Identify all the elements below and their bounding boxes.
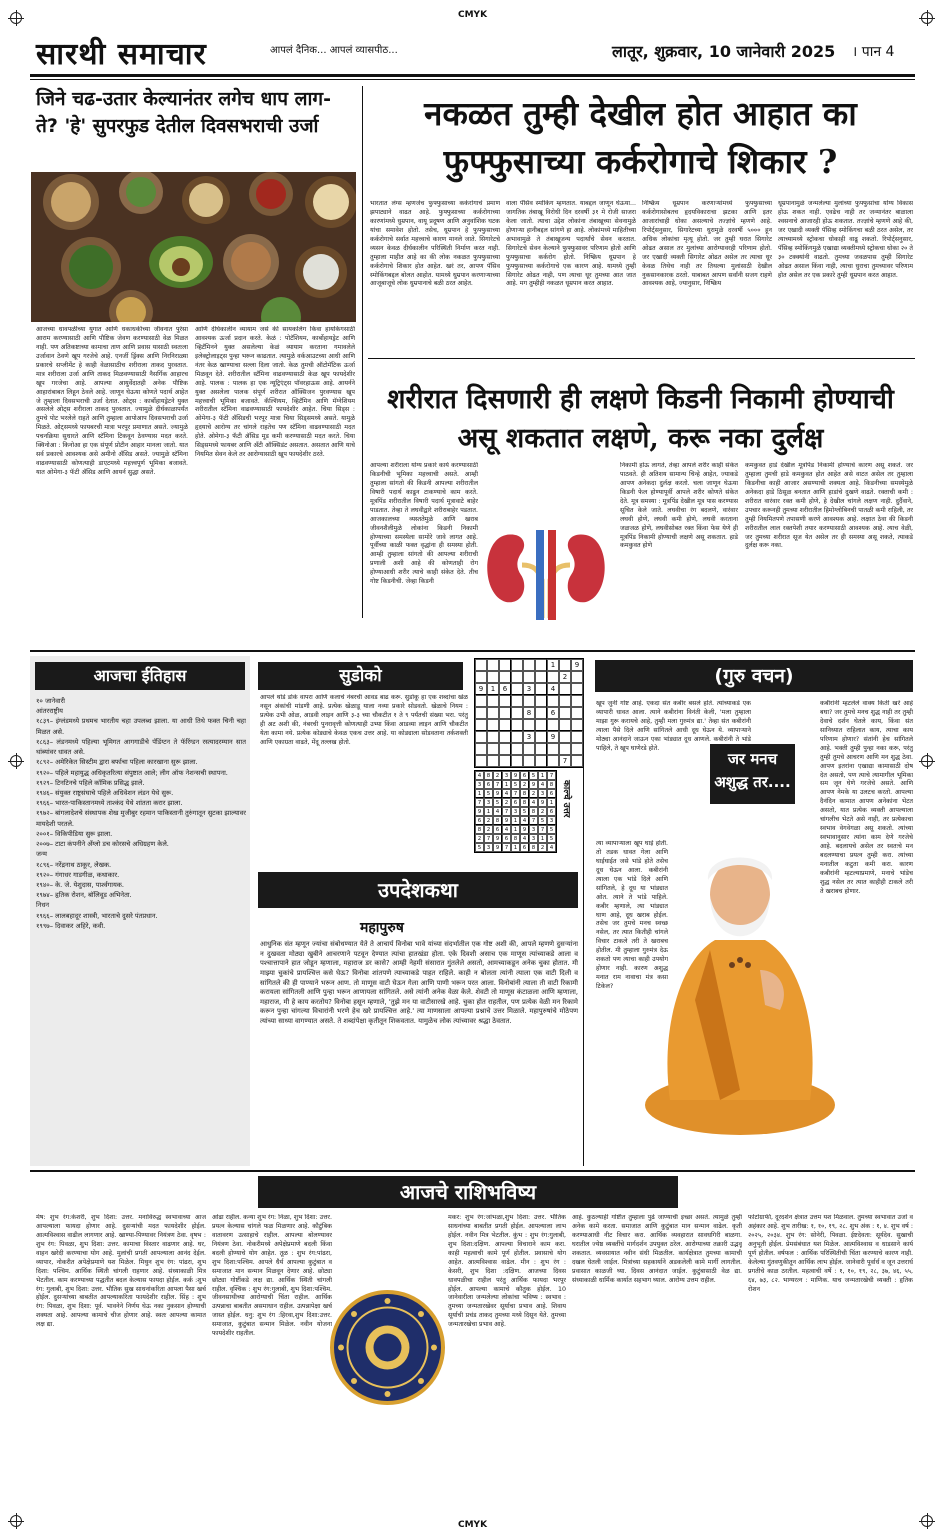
sudoku-cell[interactable]: 6 xyxy=(547,707,559,719)
sudoku-cell[interactable] xyxy=(475,743,487,755)
solution-cell: 2 xyxy=(484,825,493,834)
sudoku-cell[interactable]: 6 xyxy=(499,683,511,695)
solution-cell: 9 xyxy=(493,834,502,843)
sudoku-cell[interactable]: 9 xyxy=(547,731,559,743)
sudoku-cell[interactable] xyxy=(499,707,511,719)
story-body: आधुनिक संत म्हणून ज्यांचा संबोधण्यात येते ते आचार्य विनोबा भावे यांच्या संदर्भातील एक गोष्ट अशी की, आपले म्हणणे दुसऱ्यांना न दुखवता मोठ्या खुबीने आचरणाने पटवून देण्यात त्यांचा हातखंडा होता. एके दिवशी असाच एक माणूस त्यांच्याकडे आला व पश्चात्तापाने हात जोडून म्हणाला, महाराज डर कासे? आम्ही नेहमी संसारात गुंतलेले असतो, आमच्याकडून अनेक चुका होतात. मी माझ्या चुकांचे प्रायश्चित्त कसे घेऊ? विनोबा शांतपणे त्याच्याकडे पाहत राहिले. काही न बोलता त्यांनी त्याला एक वाटी दिली व सांगितले की ही पाण्याने भरून आण. तो माणूस वाटी घेऊन गेला आणि पाणी भरून परत आला. विनोबांनी त्याला ती वाटी रिकामी करायला सांगितली आणि पुन्हा भरून आणायला सांगितले. असे त्यांनी अनेक वेळा केले. शेवटी तो माणूस कंटाळला आणि म्हणाला, महाराज, मी हे काय करतोय? विनोबा हसून म्हणाले, 'तुझे मन या वाटीसारखे आहे. चुका होत राहतील, पण प्रत्येक वेळी मन रिकामे करून पुन्हा चांगल्या विचारांनी भरणे हेच खरे प्रायश्चित्त आहे.' त्या माणसाला आपल्या प्रश्नाचे उत्तर मिळाले. महापुरुषांचे मोठेपण त्यांच्या साध्या वागण्यात असते. ते शब्दांपेक्षा कृतीतून शिकवतात. यामुळेच लोक त्यांच्यावर श्रद्धा ठेवतात. xyxy=(260,940,578,1026)
sudoku-cell[interactable] xyxy=(523,659,535,671)
sudoku-cell[interactable] xyxy=(487,719,499,731)
superfood-col-2: आणि दीर्घकालीन व्यायाम जसे की सायकलिंग किंवा हायकिंगसाठी आवश्यक ऊर्जा प्रदान करते. केळं : पोटॅशियम, कार्बोहायड्रेट आणि व्हिटॅमिनने युक्त असलेल्या केळं व्यायाम करताना गमावलेले इलेक्ट्रोलाइट्स पुन्हा भरून काढतात. त्यामुळे वर्कआउटच्या आधी आणि नंतर केळ खाण्याचा सल्ला दिला जातो. केळ तुमची ऑटोमॅटिक ऊर्जा मिळवून देते. शरीरातील स्टॅमिना वाढवण्यासाठी केळ खूप फायदेशीर आहे. पालक : पालक हा एक न्यूट्रिएंट्स पॉवरहाऊस आहे. आयर्नने युक्त असलेला पालक संपूर्ण शरीरात ऑक्सिजन पुरवण्यास खूप महत्त्वाची भूमिका बजावते. कॅल्शियम, व्हिटॅमिन आणि मॅग्नेशियम शरीरातील स्टॅमिना वाढवण्यासाठी फायदेशीर आहेत. चिया सिड्स : ओमेगा-३ फॅटी ॲसिडची भरपूर मात्रा चिया सिड्समध्ये असते. यामुळे हृदयाचे आरोग्य तर चांगले राहतेच पण स्टॅमिना वाढवण्यासाठी मदत होते. ओमेगा-३ फॅटी ॲसिड मूड कमी करण्यासाठी मदत करते. चिया सिड्समध्ये फायबर आणि अँटी ऑक्सिडंट असतात. असतात आणि याचे नियमित सेवन केले तर आरोग्यासाठी खूप फायदेशीर ठरते. xyxy=(195,326,355,459)
superfood-col-1: आजच्या धावपळीच्या युगात आणि धकाधकीच्या जीवनात पुरेसा आराम करण्यासाठी आणि पौष्टिक जेवण करण्यासाठी वेळ मिळत नाही. पण अतिकष्टाच्या कामाचा ताण आणि प्रवास यासाठी स्वतःला उर्जावान ठेवणे खूप गरजेचे आहे. एनर्जी ड्रिंक्स आणि निरनिराळ्या प्रकारचे सप्लीमेंट हे काही वेळासाठीच शरीराला ताकद पुरवतात. मात्र शरीराला उर्जा आणि ताकद मिळवण्यासाठी नैसर्गिक आहारच खूप गरजेचा आहे. आपल्या आयुर्वेदातही अनेक पौष्टिक आहारांबाबत लिहून ठेवले आहे. जाणून घेऊया कोणते पदार्थ आहेत जे तुम्हाला दिवसभराची उर्जा देतात. ओट्स : कार्बोहायड्रेटने युक्त असलेले ओट्स शरीराला ताकद पुरवतात. ज्यामुळे दीर्घकाळापर्यंत तुमचे पोट भरलेले राहते आणि तुम्हाला आपोआप दिवसभराची उर्जा मिळते. ओट्समध्ये फायबरची मात्रा भरपूर प्रमाणात असते. ज्यामुळे पचनक्रिया सुधारते आणि स्टॅमिना टिकवून ठेवण्यास मदत करते. क्विनोआ : किनोआ हा एक संपूर्ण प्रोटीन आहार मानला जातो. यात सर्व प्रकारचे आवश्यक असे अमीनो ॲसिड असते. ज्यामुळे स्टॅमिना वाढवण्यासाठी कोणत्याही डाएटमध्ये महत्त्वपूर्ण भूमिका बजावते. यात ओमेगा-३ फॅटी ॲसिड आणि आयर्न सुद्धा असते. xyxy=(36,326,188,476)
solution-cell: 2 xyxy=(520,780,529,789)
sudoku-cell[interactable] xyxy=(511,731,523,743)
solution-cell: 9 xyxy=(475,807,484,816)
solution-cell: 5 xyxy=(475,843,484,852)
kidney-col-3: कमकुवत हाडे देखील मूत्रपिंड निकामी होण्याचे कारण असू शकते. जर तुम्हाला तुमची हाडे कमकुवत होत आहेत असे वाटत असेल तर तुम्हाला किडनीचा काही आजार असण्याची शक्यता आहे. किडनीच्या समस्येमुळे अनेकदा हाडे ठिसूळ बनतात आणि हाडांचे दुखणे वाढते. रक्ताची कमी : शरीरात वारंवार रक्त कमी होणे, हे देखील चांगले लक्षण नाही. दुर्दैवाने, उपचार करूनही तुमच्या शरीरातील हिमोग्लोबिनची पातळी कमी राहिली, तर तुम्ही नियमितपणे तपासणी करणे आवश्यक आहे. लक्षात ठेवा की किडनी शरीरातील लाल रक्तपेशी तयार करण्यासाठी आवश्यक आहे. त्याच वेळी, जर तुमच्या शरीरात सूज येत असेल तर ही समस्या असू शकते, त्याकडे दुर्लक्ष करू नका. xyxy=(745,462,913,550)
solution-cell: 2 xyxy=(493,771,502,780)
solution-cell: 7 xyxy=(529,816,538,825)
solution-cell: 2 xyxy=(538,843,547,852)
column-divider xyxy=(362,86,363,618)
sudoku-cell[interactable] xyxy=(511,707,523,719)
solution-cell: 9 xyxy=(502,816,511,825)
sudoku-cell[interactable] xyxy=(535,671,547,683)
lung-col-3: निष्क्रिय धूम्रपान करणाऱ्यांमध्ये फुफ्फुसाच्या कर्करोगासोबतच हृदयविकाराचा झटका आणि इतर आजारांचाही धोका असल्याचे तज्ज्ञांचे म्हणणे आहे. रिपोर्ट्सनुसार, सिगारेटच्या धुरामुळे दरवर्षी ५००० हून अधिक लोकांचा मृत्यू होतो. जर तुम्ही घरात सिगारेट ओढत असाल तर मुलांच्या आरोग्यावरही परिणाम होतो. जर एखादी व्यक्ती सिगारेट ओढत असेल तर त्याचा धूर केवळ तिथेच नाही तर तिथल्या मुलांसाठी देखील नुकसानकारक ठरतो. याबाबत आपण सर्वांनी सजग राहणे आवश्यक आहे, ज्यानुसार, निष्क्रिय xyxy=(642,200,772,288)
sudoku-cell[interactable] xyxy=(571,743,583,755)
sudoku-cell[interactable] xyxy=(499,755,511,767)
sudoku-cell[interactable] xyxy=(523,719,535,731)
sudoku-cell[interactable] xyxy=(511,671,523,683)
sudoku-cell[interactable] xyxy=(511,755,523,767)
solution-cell: 8 xyxy=(547,780,556,789)
sudoku-cell[interactable] xyxy=(499,719,511,731)
solution-cell: 8 xyxy=(484,771,493,780)
sudoku-cell[interactable] xyxy=(475,719,487,731)
solution-cell: 2 xyxy=(538,807,547,816)
solution-cell: 6 xyxy=(493,825,502,834)
sudoku-cell[interactable] xyxy=(535,719,547,731)
masthead-date: लातूर, शुक्रवार, 10 जानेवारी 2025 xyxy=(612,42,836,61)
solution-cell: 3 xyxy=(502,771,511,780)
guru-body-top: खूप जुनी गोष्ट आहे. एकदा संत कबीर बसले होते. त्यांच्याकडे एक व्यापारी धावत आला. त्याने कबीरांना विनंती केली, 'मला तुम्हाला माझा गुरू करायचे आहे, तुम्ही मला गुरुमंत्र द्या.' तेव्हा संत कबीरांनी त्याला पैसे दिले आणि सांगितले आधी दूध घेऊन ये. व्यापाऱ्याने मोठ्या आनंदाने जाऊन एका भांड्यात दूध आणले. कबीरांनी ते भांडे पाहिले, ते खूप घाणेरडे होते. xyxy=(596,700,751,752)
solution-cell: 4 xyxy=(520,834,529,843)
sudoku-cell[interactable]: 9 xyxy=(475,683,487,695)
zodiac-icon xyxy=(334,1294,441,1401)
solution-cell: 8 xyxy=(493,816,502,825)
sudoku-cell[interactable] xyxy=(559,731,571,743)
solution-cell: 5 xyxy=(511,780,520,789)
solution-cell: 8 xyxy=(520,789,529,798)
registration-mark xyxy=(10,1515,22,1527)
sudoku-cell[interactable] xyxy=(571,683,583,695)
solution-cell: 1 xyxy=(475,789,484,798)
sudoku-cell[interactable] xyxy=(487,743,499,755)
zodiac-wheel xyxy=(330,1290,445,1405)
solution-cell: 3 xyxy=(484,843,493,852)
sudoku-cell[interactable] xyxy=(571,671,583,683)
solution-cell: 5 xyxy=(520,807,529,816)
registration-mark xyxy=(10,12,22,24)
sudoku-cell[interactable] xyxy=(523,671,535,683)
solution-cell: 7 xyxy=(547,771,556,780)
solution-cell: 3 xyxy=(538,789,547,798)
kidney-headline: शरीरात दिसणारी ही लक्षणे किडनी निकामी होण्याची असू शकतात लक्षणे, करू नका दुर्लक्ष xyxy=(387,384,894,455)
solution-cell: 8 xyxy=(511,834,520,843)
guru-body-right: कबीरांनी म्हटलेले वाक्य किती खरे आहे बघा? जर तुमचे मनच शुद्ध नाही तर तुम्ही देवाचे दर्शन घेतले काय, किंवा संत सानिध्यात राहिलात काय, त्याचा काय परिणाम होणार? संतांनी हेच सांगितले आहे. भक्ती तुम्ही पुन्हा नका करू, परंतु तुम्ही तुमचे आचरण आणि मन शुद्ध ठेवा. आपण इतरांना एखाद्या कामासाठी दोष देत असतो, पण त्याचे त्यामागील भूमिका सम जून घेणे गरजेचे असते. आणि आपण नेमके या उलटच करतो. आपल्या दैनंदिन कामात आपण अनेकांना भेटत असतो, यात प्रत्येक व्यक्ती आपल्याला चांगलीच भेटते असे नाही, तर प्रत्येकाचा स्वभाव वेगवेगळा असू शकतो. त्यांच्या स्वभावानुसार त्यांना काम देणे गरजेचे आहे. बदलायचे असेल तर स्वतःचे मन बदलण्याचा प्रयत्न तुम्ही करा. त्यांच्या मनातील कटुता कमी करा. कारण कबीरांनी म्हटल्याप्रमाणे, मनाचे भांडेच शुद्ध नसेल तर त्यात काहीही टाकले तरी ते खराबच होणार. xyxy=(820,700,913,895)
sudoku-cell[interactable] xyxy=(535,743,547,755)
solution-cell: 6 xyxy=(547,807,556,816)
superfood-headline: जिने चढ-उतार केल्यानंतर लगेच धाप लाग- ते? 'हे' सुपरफुड देतील दिवसभराची उर्जा xyxy=(36,88,332,137)
solution-cell: 8 xyxy=(529,843,538,852)
sudoku-cell[interactable] xyxy=(535,755,547,767)
solution-cell: 6 xyxy=(547,789,556,798)
solution-cell: 6 xyxy=(511,798,520,807)
solution-cell: 4 xyxy=(493,807,502,816)
story-section-title: उपदेशकथा xyxy=(258,872,578,908)
history-body: १० जानेवारी आंतरराष्ट्रीय १८३९– इंग्लंडमध्ये प्रथमच भारतीय चहा उपलब्ध झाला. या आधी तिथे फक्त चिनी चहा मिळत असे. १८६३– लंडनमध्ये पहिल्या भूमिगत आगगाडीचे पॅडिंग्टन ते फॅरिंग्डन रस्त्यादरम्यान सात थांब्यांवर धावत असे. १८९२– अमेरिकेत सिस्टीम द्वारा बर्फाचा पहिला कारखाना सुरू झाला. १९२०– पहिले महायुद्ध अधिकृतरित्या संपुष्टात आले; लीग ऑफ नेशन्सची स्थापना. १९२९– टिनटिनचे पहिले कॉमिक प्रसिद्ध झाले. १९४६– संयुक्त राष्ट्रसंघाचे पहिले अधिवेशन लंडन येथे सुरू. १९६६– भारत-पाकिस्तानमध्ये ताश्कंद येथे शांतता करार झाला. १९७२– बांगलादेशचे संस्थापक शेख मुजीबुर रहमान पाकिस्तानी तुरुंगातून सुटका झाल्यावर मायदेशी परतले. २००१– विकिपीडिया सुरू झाला. २००७– टाटा कंपनीने अँग्लो डच कोरसचे अधिग्रहण केले. जन्म १८९६– नरेंद्रनाथ ठाकूर, लेखक. १९२०– गंगाधर गाडगीळ, कथाकार. १९४०– के. जे. येशुदास, पार्श्वगायक. १९७४– हृतिक रोशन, बॉलिवूड अभिनेता. निधन १९६६– लालबहादूर शास्त्री, भारताचे दुसरे पंतप्रधान. १९९७– दिवाकर अहिरे, कवी. xyxy=(36,697,246,930)
solution-cell: 9 xyxy=(520,825,529,834)
horoscope-title: आजचे राशिभविष्य xyxy=(258,1176,678,1208)
solution-cell: 2 xyxy=(475,834,484,843)
kidney-col-2: निकामी होऊ लागते, तेव्हा आपले शरीर काही संकेत पाठवते. ही अतिशय सामान्य चिन्हे आहेत, ज्याकडे आपण अनेकदा दुर्लक्ष करतो. चला जाणून घेऊया किडनी फेल होण्यापूर्वी आपले शरीर कोणते संकेत देते. मूत्र समस्या : मूत्रपिंड देखील मूत्र पास करण्यास सूचित केले जाते. लघवीचा रंग बदलणे, वारंवार लघवी होणे, लघवी कमी होणे, लघवी करताना जळजळ होणे, लघवीसोबत रक्त किंवा फेस येणे ही मूत्रपिंड निकामी होण्याची लक्षणे असू शकतात. हाडे कमकुवत होणे xyxy=(620,462,738,550)
masthead-rule xyxy=(30,74,915,77)
horoscope-col-5: फोटोग्राफी, दूरदर्शन क्षेत्रात उत्तम यश मिळवाल. तुमच्या स्वभावात उर्जा व अहंकार आहे. शुभ तारीख: १, १०, १९, २८. शुभ अंक : १, ४. शुभ वर्ष : २०२५, २०३४. शुभ रंग: सोनेरी, पिवळा. ईष्टदेवता: सूर्यदेव. सुखाची अनुभूती होईल. प्रेमसंबंधात यश मिळेल. आत्मविश्वास व धाडसाने कार्य पूर्ण होतील. वर्षफल : आर्थिक परिस्थितीची चिंता करण्याचे कारण नाही. केलेल्या गुंतवणुकीतून आर्थिक लाभ होईल. जानेवारी पूर्वार्ध व जून उत्तरार्ध प्रगतीचे काळ ठरतील. महत्वाची वर्षे : १, १०, १९, २८, ३७, ४६, ५५, ६४, ७३, ८२. भाग्यरत्न : माणिक. याच जन्मतारखेची व्यक्ती : हृतिक रोशन xyxy=(748,1214,913,1293)
solution-cell: 4 xyxy=(520,816,529,825)
solution-cell: 7 xyxy=(484,834,493,843)
sudoku-cell[interactable] xyxy=(559,695,571,707)
solution-cell: 4 xyxy=(475,771,484,780)
kidney-illustration xyxy=(476,520,616,620)
sudoku-cell[interactable] xyxy=(499,671,511,683)
solution-cell: 6 xyxy=(502,834,511,843)
solution-cell: 1 xyxy=(511,843,520,852)
horoscope-col-4: आहे. कुठल्याही गोष्टीत तुम्हाला पुढे जाण्याची इच्छा असते. त्यामुळे तुम्ही अनेक कामे करता. समाजात आणि कुटुंबात मान सन्मान वाढेल. कृती करण्याआधी नीट विचार करा. आर्थिक व्यवहारात सावधगिरी बाळगा. घरातील ज्येष्ठ व्यक्तींचे मार्गदर्शन उपयुक्त ठरेल. आरोग्याच्या तक्रारी उद्भवू शकतात. व्यवसायात नवीन संधी मिळतील. कार्यक्षेत्रात तुमच्या कामाची दखल घेतली जाईल. मित्रांच्या सहकार्याने अडकलेली कामे मार्गी लागतील. प्रवासात काळजी घ्या. दिवस आनंदात जाईल. कुटुंबासाठी वेळ द्या. संध्याकाळी धार्मिक कार्यात सहभाग घ्याल. आरोग्य उत्तम राहील. xyxy=(572,1214,742,1284)
sudoku-answer-label: काल्चे उत्तर xyxy=(561,780,571,818)
sudoku-cell[interactable] xyxy=(499,731,511,743)
solution-cell: 2 xyxy=(484,816,493,825)
solution-cell: 5 xyxy=(547,825,556,834)
sudoku-cell[interactable] xyxy=(475,755,487,767)
sudoku-cell[interactable]: 3 xyxy=(523,683,535,695)
lung-col-4: धूम्रपानामुळे जन्मलेल्या मुलांच्या फुफ्फुसांचा योग्य विकास होऊ शकत नाही. एवढेच नाही तर जन्मानंतर बाळाला श्वसनाचे आजारही होऊ शकतात. तज्ज्ञांचे म्हणणे आहे की, जर एखादी व्यक्ती पॅसिव्ह स्मोकिंगचा बळी ठरत असेल, तर त्याच्यामध्ये स्ट्रोकचा धोकाही वाढू शकतो. रिपोर्ट्सनुसार, पॅसिव्ह स्मोकिंगमुळे एखाद्या व्यक्तीमध्ये स्ट्रोकचा धोका २० ते ३० टक्क्यांनी वाढतो. तुमच्या जवळपास तुम्ही सिगारेट ओढत असाल किंवा नाही, त्याचा धुराचा तुमच्यावर परिणाम होत असेल तर एक प्रकारे तुम्ही धूम्रपान करत आहात. xyxy=(778,200,913,279)
sudoku-cell[interactable] xyxy=(475,659,487,671)
sudoku-cell[interactable] xyxy=(547,671,559,683)
solution-cell: 4 xyxy=(538,780,547,789)
sudoku-cell[interactable] xyxy=(559,719,571,731)
sudoku-cell[interactable]: 1 xyxy=(487,683,499,695)
solution-cell: 5 xyxy=(529,771,538,780)
sudoku-cell[interactable]: 7 xyxy=(559,755,571,767)
sudoku-title: सुडोको xyxy=(258,662,463,690)
kidney-col-1: आपल्या शरीराला योग्य प्रकारे कार्य करण्यासाठी किडनीची भूमिका महत्त्वाची असते. आम्ही तुम्हाला सांगतो की किडनी आपल्या शरीरातील विषारी पदार्थ काढून टाकण्याचे काम करते. मूत्रपिंड शरीरातील विषारी पदार्थ मूत्रावाटे बाहेर पाडतात. तेव्हा ते लघवीद्वारे शरीराबाहेर पडतात. आजकालच्या व्यस्ततेमुळे आणि खराब जीवनशैलीमुळे लोकांना किडनी निकामी होण्याच्या समस्येला सामोरे जावे लागत आहे. पूर्वीच्या काळी फक्त वृद्धांना ही समस्या होती. आम्ही तुम्हाला सांगतो की आपल्या शरीराची प्रणाली अशी आहे की कोणताही रोग होण्याआधी शरीर त्याचे काही संकेत देते. तीच गोष्ट किडनीची. जेव्हा किडनी xyxy=(370,462,478,586)
saint-kabir-icon xyxy=(640,800,840,1140)
sudoku-cell[interactable] xyxy=(499,659,511,671)
guru-quote-box: जर मनच अशुद्ध तर.... xyxy=(710,744,795,804)
history-title: आजचा ईतिहास xyxy=(35,662,245,690)
sudoku-cell[interactable]: 2 xyxy=(559,671,571,683)
solution-cell: 5 xyxy=(538,816,547,825)
solution-cell: 1 xyxy=(502,780,511,789)
solution-cell: 3 xyxy=(511,807,520,816)
sudoku-cell[interactable] xyxy=(535,659,547,671)
horoscope-col-2: ओढा राहील. कन्या शुभ रंग: निळा, शुभ दिशा: उत्तर. प्रयत्न केल्यास चांगले फळ मिळणार आहे. कौटुंबिक वातावरण उत्साहाचे राहील. आपल्या बोलण्यावर नियंत्रण ठेवा. नोकरीमध्ये अपेक्षेप्रमाणे बदली किंवा बदली होण्याचे योग आहेत. तूळ : शुभ रंग:पांढरा, शुभ दिशा:पश्चिम. आपले धैर्य आपल्या कुटुंबात व समाजात मान सन्मान मिळवून देणार आहे. छोट्या छोट्या गोष्टींकडे लक्ष द्या. आर्थिक स्थिती चांगली राहील. वृश्चिक : शुभ रंग:गुलाबी, शुभ दिशा:पश्चिम. जीवनसाथीच्या आरोग्याची चिंता राहील. आर्थिक उत्पन्नाचा बाबतीत असमाधान राहील. उत्पन्नापेक्षा खर्च जास्त होईल. धनु: शुभ रंग :हिरवा,शुभ दिशा:उत्तर. समाजात, कुटुंबात सन्मान मिळेल. नवीन योजना फायदेशीर राहतील. xyxy=(212,1214,332,1338)
section-rule xyxy=(30,1170,915,1172)
solution-cell: 3 xyxy=(529,834,538,843)
sudoku-cell[interactable] xyxy=(571,719,583,731)
saint-illustration xyxy=(640,800,840,1140)
sudoku-cell[interactable] xyxy=(547,695,559,707)
sudoku-cell[interactable] xyxy=(571,755,583,767)
section-rule xyxy=(30,650,915,652)
sudoku-cell[interactable] xyxy=(511,683,523,695)
solution-cell: 1 xyxy=(484,807,493,816)
solution-cell: 7 xyxy=(493,780,502,789)
sudoku-cell[interactable] xyxy=(571,707,583,719)
solution-cell: 6 xyxy=(475,816,484,825)
sudoku-cell[interactable] xyxy=(523,743,535,755)
solution-cell: 4 xyxy=(529,798,538,807)
solution-cell: 1 xyxy=(538,834,547,843)
story-title: महापुरुष xyxy=(360,920,404,936)
sudoku-cell[interactable] xyxy=(511,659,523,671)
sudoku-cell[interactable] xyxy=(523,695,535,707)
sudoku-cell[interactable] xyxy=(559,707,571,719)
solution-cell: 5 xyxy=(547,834,556,843)
sudoku-cell[interactable] xyxy=(475,707,487,719)
sudoku-cell[interactable] xyxy=(475,671,487,683)
sudoku-cell[interactable] xyxy=(559,659,571,671)
solution-cell: 4 xyxy=(502,789,511,798)
solution-cell: 2 xyxy=(529,789,538,798)
solution-cell: 8 xyxy=(475,825,484,834)
sudoku-cell[interactable] xyxy=(559,743,571,755)
sudoku-cell[interactable]: 9 xyxy=(571,659,583,671)
solution-cell: 9 xyxy=(493,843,502,852)
solution-cell: 1 xyxy=(511,825,520,834)
sudoku-cell[interactable] xyxy=(535,731,547,743)
solution-cell: 1 xyxy=(538,771,547,780)
solution-cell: 1 xyxy=(547,798,556,807)
horoscope-col-1: मेष: शुभ रंग:केशरी, शुभ दिशा: उत्तर. मनाविरुद्ध स्वभावाच्या आज आपल्याला फायदा होणार आहे. दुसऱ्यांची मदत फायदेशीर होईल. आत्मविश्वास वाढील लागणार आहे. खाण्या-पिण्यावर नियंत्रण ठेवा. वृषभ : शुभ रंग: पिवळा, शुभ दिशा: उत्तर. कामाचा विस्तार वाढणार आहे. घर, वाहन खरेदी करण्याचा योग आहे. मुलांची प्रगती आपल्याला आनंद देईल. व्यापार, नोकरीत अपेक्षेप्रमाणे यश मिळेल. मिथुन शुभ रंग: पांढरा, शुभ दिशा: पश्चिम. आर्थिक स्थिती चांगली राहणार आहे. संध्याकाळी मित्र भेटतील. काम करण्याच्या पद्धतीत बदल केल्यास फायदा होईल. कर्क :शुभ रंग: गुलाबी, शुभ दिशा: उत्तर. भौतिक सुख साधनांकरिता आपला पैसा खर्च होईल. दुसऱ्यांच्या बाबतीत आपल्याकरिता फायदेशीर राहील. सिंह : शुभ रंग: पिवळा, शुभ दिशा: पूर्व. भावनेने निर्णय घेऊ नका नुकसान होण्याची शक्यता आहे. आपल्या कामाचे चीज होणार आहे. स्वतः आपल्या कामात लक्ष द्या. xyxy=(36,1214,206,1329)
sudoku-cell[interactable] xyxy=(559,683,571,695)
sudoku-cell[interactable] xyxy=(487,659,499,671)
solution-cell: 9 xyxy=(538,798,547,807)
horoscope-col-3: मकर: शुभ रंग:जांभळा,शुभ दिशा: उत्तर. भौतिक साधनांच्या बाबतीत प्रगती होईल. आपल्याला लाभ होईल. नवीन मित्र भेटतील. कुंभ : शुभ रंग:गुलाबी, शुभ दिशा:दक्षिण. आपल्या विचाराने काम करा. काही महत्वाची कामे पूर्ण होतील. प्रवासाचे योग आहेत. आत्मविश्वास वाढेल. मीन : शुभ रंग : केसरी, शुभ दिशा :दक्षिण. आजच्या दिवस धावपळीचा राहील परंतु आर्थिक फायदा भरपूर होईल. आपल्या कामाचे कौतुक होईल. 10 जानेवारीला जन्मलेल्या लोकांचा भविष्य : स्वभाव : तुमच्या जन्मतारखेवर सूर्याचा प्रभाव आहे. शिवाय सूर्याची प्रचंड ताकद तुमच्या मध्ये दिसून येते. तुमच्या जन्मतारखेचा प्रभाव आहे. xyxy=(448,1214,566,1329)
solution-cell: 9 xyxy=(493,789,502,798)
sudoku-cell[interactable] xyxy=(511,743,523,755)
solution-cell: 6 xyxy=(484,780,493,789)
registration-mark xyxy=(921,1515,933,1527)
solution-cell: 3 xyxy=(529,825,538,834)
sudoku-cell[interactable]: 3 xyxy=(523,731,535,743)
solution-cell: 2 xyxy=(502,798,511,807)
superfood-illustration xyxy=(31,172,356,322)
solution-cell: 5 xyxy=(493,798,502,807)
masthead-title: सारथी समाचार xyxy=(36,37,207,72)
sudoku-intro: आपले थोडे डोके वापरा आणि कलाचे नंबरची आवड बाढ करू. सुडोकू हा एक शब्दांचा खेळ नसून अंकांची मांडणी आहे. प्रत्येक खेळाडू याला नव्या प्रकारे सोडवतो. खेळाचे नियम : प्रत्येक उभी ओळ, आडवी लाइन आणि ३-३ च्या चौकटीत १ ते ९ पर्यंतची संख्या भरा. परंतु ही अट अशी की, नंबरची पुनरावृत्ती कोणत्याही उभ्या किंवा आडव्या लाइन आणि चौकटीत येता कामा नये. प्रत्येक कोड्याचे केवळ एकच उत्तर आहे. या कोड्याला सोडवताना तर्कशक्ती आणि एकाग्रता वाढते, मेंदू तल्लख होतो. xyxy=(260,694,468,746)
lung-col-2: वाला पॅसिव स्मोकिंग म्हणतात. याबद्दल जाणून घेऊया... जागतिक तंबाखू विरोधी दिन दरवर्षी ३१ मे रोजी साजरा केला जातो. त्याचा उद्देश लोकांना तंबाखूच्या सेवनामुळे होणाऱ्या हानीबद्दल सांगणे हा आहे. लोकांमध्ये माहितीच्या अभावामुळे ते तंबाखूजन्य पदार्थांचे सेवन करतात. सिगारेटचे सेवन केल्याने फुफ्फुसावर परिणाम होतो आणि फुफ्फुसाचा कर्करोग होतो. निष्क्रिय धूम्रपान हे फुफ्फुसाच्या कर्करोगाचे एक कारण आहे. यामध्ये तुम्ही सिगारेट ओढत नाही, पण त्याचा धूर तुमच्या आत जात आहे. मग तुम्हीही नकळत धूम्रपान करत आहात. xyxy=(506,200,636,288)
sudoku-cell[interactable]: 1 xyxy=(547,659,559,671)
sudoku-cell[interactable] xyxy=(475,731,487,743)
sudoku-cell[interactable] xyxy=(487,755,499,767)
solution-cell: 7 xyxy=(538,825,547,834)
masthead-rule xyxy=(30,79,915,80)
solution-cell: 7 xyxy=(502,843,511,852)
solution-cell: 9 xyxy=(529,780,538,789)
lung-headline: नकळत तुम्ही देखील होत आहात का फुफ्फुसाच्या कर्करोगाचे शिकार ? xyxy=(424,94,857,181)
column-divider xyxy=(583,658,584,1166)
sudoku-cell[interactable] xyxy=(547,755,559,767)
sudoku-cell[interactable] xyxy=(523,755,535,767)
solution-cell: 3 xyxy=(484,798,493,807)
registration-mark xyxy=(921,755,933,767)
sudoku-cell[interactable] xyxy=(487,695,499,707)
solution-cell: 8 xyxy=(520,798,529,807)
solution-cell: 4 xyxy=(502,825,511,834)
solution-cell: 5 xyxy=(484,789,493,798)
page-number: । पान 4 xyxy=(852,44,895,60)
guru-title: (गुरु वचन) xyxy=(595,660,913,692)
sudoku-cell[interactable] xyxy=(511,695,523,707)
solution-cell: 7 xyxy=(475,798,484,807)
sudoku-cell[interactable] xyxy=(499,743,511,755)
sudoku-cell[interactable] xyxy=(547,743,559,755)
superfood-photo xyxy=(31,172,356,322)
masthead-tagline: आपलं दैनिक... आपलं व्यासपीठ... xyxy=(270,45,398,56)
sudoku-cell[interactable]: 8 xyxy=(523,707,535,719)
section-rule xyxy=(368,358,915,359)
sudoku-cell[interactable] xyxy=(487,731,499,743)
guru-body-left: त्या व्यापाऱ्याला खूप घाई होती. तो तडक धावत गेला आणि घाईघाईत जसे भांडे होते तसेच दूध घेऊन आला. कबीरांनी त्याला एक भांडे दिले आणि सांगितले, हे दूध या भांड्यात ओत. त्याने ते भांडे पाहिले. कबीर म्हणाले, त्या भांड्यात घाण आहे, दूध खराब होईल. तसेच जर तुमचे मनच स्वच्छ नसेल, तर त्यात कितीही चांगले विचार टाकले तरी ते खराबच होतील. मी तुम्हाला गुरुमंत्र देऊ शकतो पण त्याचा काही उपयोग होणार नाही. कारण अशुद्ध मनात राम नावाचा मंत्र कसा टिकेल? xyxy=(596,840,668,990)
cmyk-mark-bottom: CMYK xyxy=(458,1520,488,1530)
kidney-icon xyxy=(476,520,616,620)
sudoku-cell[interactable] xyxy=(487,671,499,683)
sudoku-cell[interactable] xyxy=(475,695,487,707)
sudoku-cell[interactable] xyxy=(499,695,511,707)
solution-cell: 7 xyxy=(502,807,511,816)
sudoku-cell[interactable] xyxy=(487,707,499,719)
cmyk-mark-top: CMYK xyxy=(458,10,488,20)
solution-cell: 4 xyxy=(547,843,556,852)
sudoku-cell[interactable] xyxy=(547,719,559,731)
solution-cell: 7 xyxy=(511,789,520,798)
sudoku-cell[interactable] xyxy=(571,695,583,707)
sudoku-cell[interactable] xyxy=(571,731,583,743)
solution-cell: 6 xyxy=(520,771,529,780)
sudoku-solution-grid xyxy=(474,770,557,853)
registration-mark xyxy=(921,12,933,24)
sudoku-cell[interactable] xyxy=(511,719,523,731)
solution-cell: 1 xyxy=(511,816,520,825)
solution-cell: 6 xyxy=(520,843,529,852)
registration-mark xyxy=(10,755,22,767)
solution-cell: 8 xyxy=(529,807,538,816)
sudoku-cell[interactable]: 4 xyxy=(547,683,559,695)
solution-cell: 3 xyxy=(475,780,484,789)
sudoku-grid[interactable] xyxy=(474,658,584,768)
sudoku-cell[interactable] xyxy=(535,707,547,719)
sudoku-cell[interactable] xyxy=(535,683,547,695)
solution-cell: 3 xyxy=(547,816,556,825)
sudoku-cell[interactable] xyxy=(535,695,547,707)
solution-cell: 9 xyxy=(511,771,520,780)
lung-col-1: भारतात लंग्स म्हणजेच फुफ्फुसाच्या कर्करोगाचे प्रमाण झपाट्याने वाढत आहे. फुफ्फुसाच्या कर्करोगाच्या कारणांमध्ये धुम्रपान, वायू प्रदूषण आणि अनुवांशिक घटक यांचा समावेश होतो. तसेच, धूम्रपान हे फुफ्फुसाच्या कर्करोगाचे सर्वात महत्त्वाचे कारण मानले जाते. सिगारेटचे व्यसन केवळ दीर्घकालीन परिस्थिती निर्माण करत नाही. तुम्हाला माहीत आहे का की लोक नकळत फुफ्फुसाच्या कर्करोगाचे शिकार होत आहेत. खरं तर, आपण पॅसिव स्मोकिंगबद्दल बोलत आहोत. यामध्ये धुम्रपान करणाऱ्याच्या आजूबाजूचे लोक धुम्रपानाचे बळी ठरत आहेत. xyxy=(370,200,500,288)
